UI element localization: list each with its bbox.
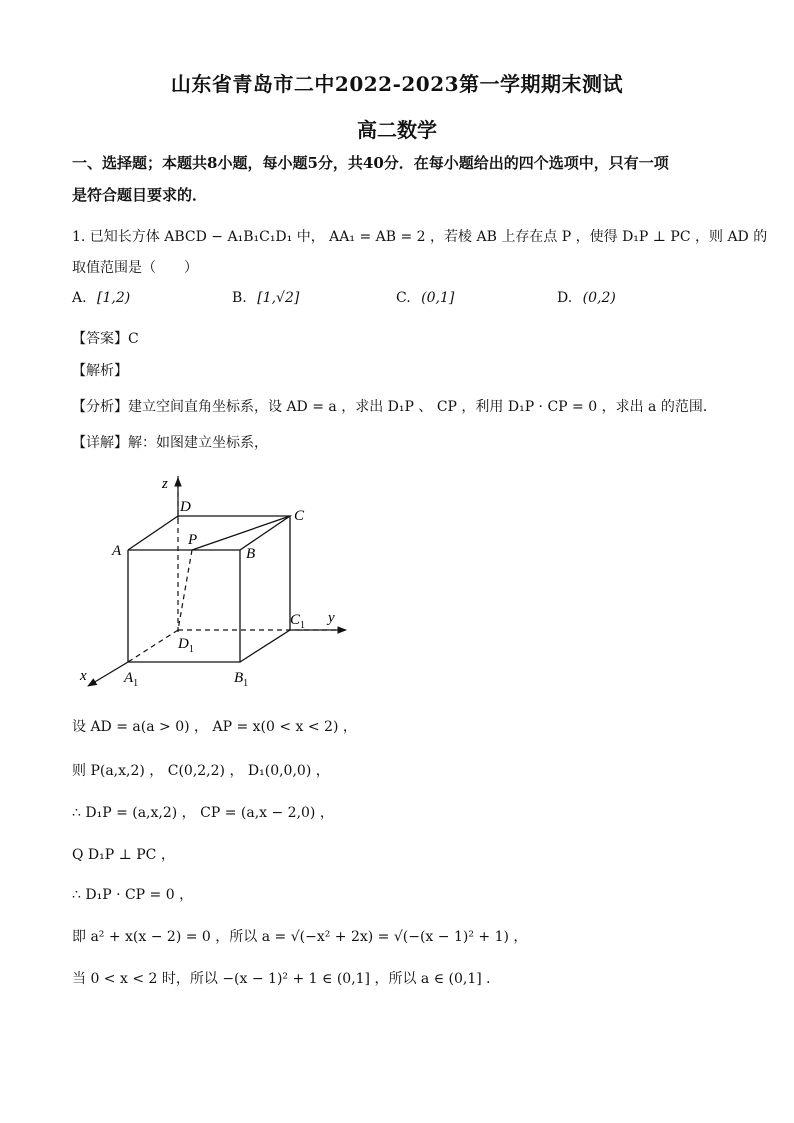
option-c-label: C.	[396, 290, 411, 306]
option-c-value: (0,1]	[421, 290, 455, 306]
detail-line: 【详解】解：如图建立坐标系，	[72, 435, 268, 451]
option-a	[72, 290, 130, 306]
option-d	[557, 290, 616, 306]
solution-line-5: ∴ D₁P · CP = 0 ，	[72, 887, 194, 903]
label-b: B	[246, 546, 256, 562]
question-stem-line2: 取值范围是（ ）	[72, 260, 198, 276]
label-c1: $C_1$	[290, 612, 306, 631]
analysis-tag: 【解析】	[72, 363, 128, 379]
segment-pd1	[178, 550, 192, 630]
solution-line-3: ∴ D₁P = (a,x,2) ， CP = (a,x − 2,0) ，	[72, 805, 334, 821]
solution-line-1: 设 AD = a(a > 0) ， AP = x(0 < x < 2) ，	[72, 719, 357, 735]
solution-line-7: 当 0 < x < 2 时，所以 −(x − 1)² + 1 ∈ (0,1] ，所以 a ∈ (0,1] ．	[72, 971, 501, 987]
option-b	[232, 290, 299, 306]
section-heading-line2: 是符合题目要求的．	[72, 186, 208, 204]
x-axis	[128, 630, 178, 662]
option-d-value: (0,2)	[582, 290, 616, 306]
option-b-label: B.	[232, 290, 247, 306]
option-a-value: [1,2)	[97, 290, 131, 306]
option-c	[396, 290, 454, 306]
cuboid-top-face	[128, 516, 290, 550]
option-b-value: [1,√2]	[257, 290, 300, 306]
label-x: x	[80, 668, 87, 684]
label-d: D	[180, 499, 191, 515]
option-a-label: A.	[72, 290, 87, 306]
page-subtitle: 高二数学	[357, 118, 437, 142]
cuboid-figure	[72, 470, 362, 695]
question-stem-line1: 1. 已知长方体 ABCD − A₁B₁C₁D₁ 中， AA₁ = AB = 2 ，若棱 AB 上存在点 P ，使得 D₁P ⊥ PC ，则 AD 的	[72, 229, 768, 245]
solution-line-2: 则 P(a,x,2) ， C(0,2,2) ， D₁(0,0,0) ，	[72, 763, 330, 779]
label-b1: $B_1$	[234, 670, 249, 689]
label-c: C	[294, 508, 305, 524]
label-z: z	[162, 476, 168, 492]
analysis-line: 【分析】建立空间直角坐标系，设 AD = a ，求出 D₁P 、 CP ，利用 D₁P · CP = 0 ，求出 a 的范围．	[72, 399, 717, 415]
segment-pc	[192, 516, 290, 550]
label-y: y	[328, 610, 335, 626]
answer-line: 【答案】C	[72, 331, 139, 347]
label-a: A	[112, 543, 122, 559]
solution-line-6: 即 a² + x(x − 2) = 0 ，所以 a = √(−x² + 2x) = √(−(x − 1)² + 1) ，	[72, 929, 528, 945]
page-title: 山东省青岛市二中2022-2023第一学期期末测试	[170, 72, 624, 96]
label-a1: $A_1$	[124, 670, 139, 689]
label-d1: $D_1$	[178, 636, 194, 655]
option-d-label: D.	[557, 290, 573, 306]
solution-line-4: Q D₁P ⊥ PC ，	[72, 847, 175, 863]
label-p: P	[188, 532, 198, 548]
section-heading-line1: 一、选择题；本题共8小题，每小题5分，共40分．在每小题给出的四个选项中，只有一项	[72, 154, 669, 172]
